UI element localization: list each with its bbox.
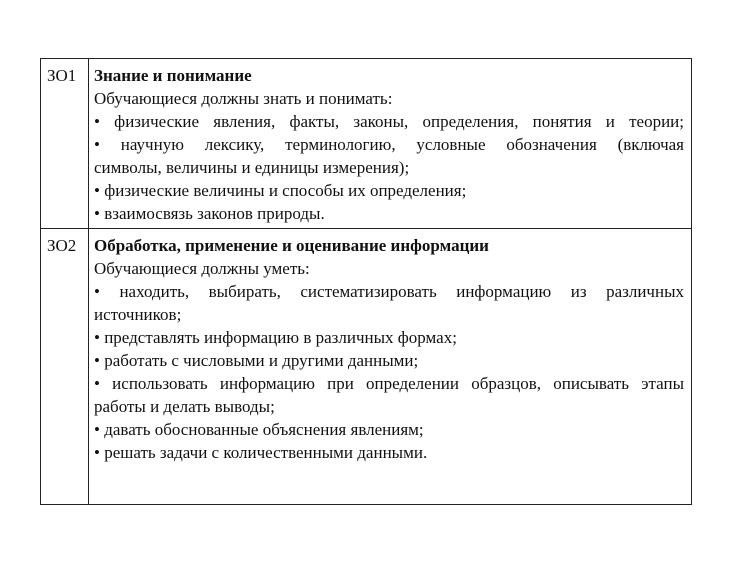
objective-line: источников; <box>94 305 182 324</box>
objective-line: работы и делать выводы; <box>94 397 275 416</box>
objective-line: • физические явления, факты, законы, определения, понятия и теории; <box>94 112 684 131</box>
objective-line: • решать задачи с количественными данными. <box>94 443 428 462</box>
objectives-table <box>40 58 692 505</box>
objective-line: • использовать информацию при определении образцов, описывать этапы <box>94 374 684 393</box>
objective-line: • физические величины и способы их определения; <box>94 181 467 200</box>
table-row <box>41 59 691 229</box>
objective-line: • давать обоснованные объяснения явлениям; <box>94 420 424 439</box>
objective-title: Обработка, применение и оценивание информации <box>94 236 489 255</box>
table-row <box>41 229 691 504</box>
objective-line: • находить, выбирать, систематизировать информацию из различных <box>94 282 684 301</box>
objective-line: • взаимосвязь законов природы. <box>94 204 325 223</box>
objective-line: • представлять информацию в различных формах; <box>94 328 457 347</box>
objective-content <box>89 59 691 228</box>
objective-line: Обучающиеся должны знать и понимать: <box>94 89 393 108</box>
objective-line: символы, величины и единицы измерения); <box>94 158 410 177</box>
objective-content <box>89 229 691 504</box>
objective-title: Знание и понимание <box>94 66 252 85</box>
objective-code: ЗО1 <box>41 59 89 228</box>
objective-line: • работать с числовыми и другими данными; <box>94 351 419 370</box>
objective-line: Обучающиеся должны уметь: <box>94 259 310 278</box>
objective-code: ЗО2 <box>41 229 89 504</box>
objective-line: • научную лексику, терминологию, условные обозначения (включая <box>94 135 684 154</box>
